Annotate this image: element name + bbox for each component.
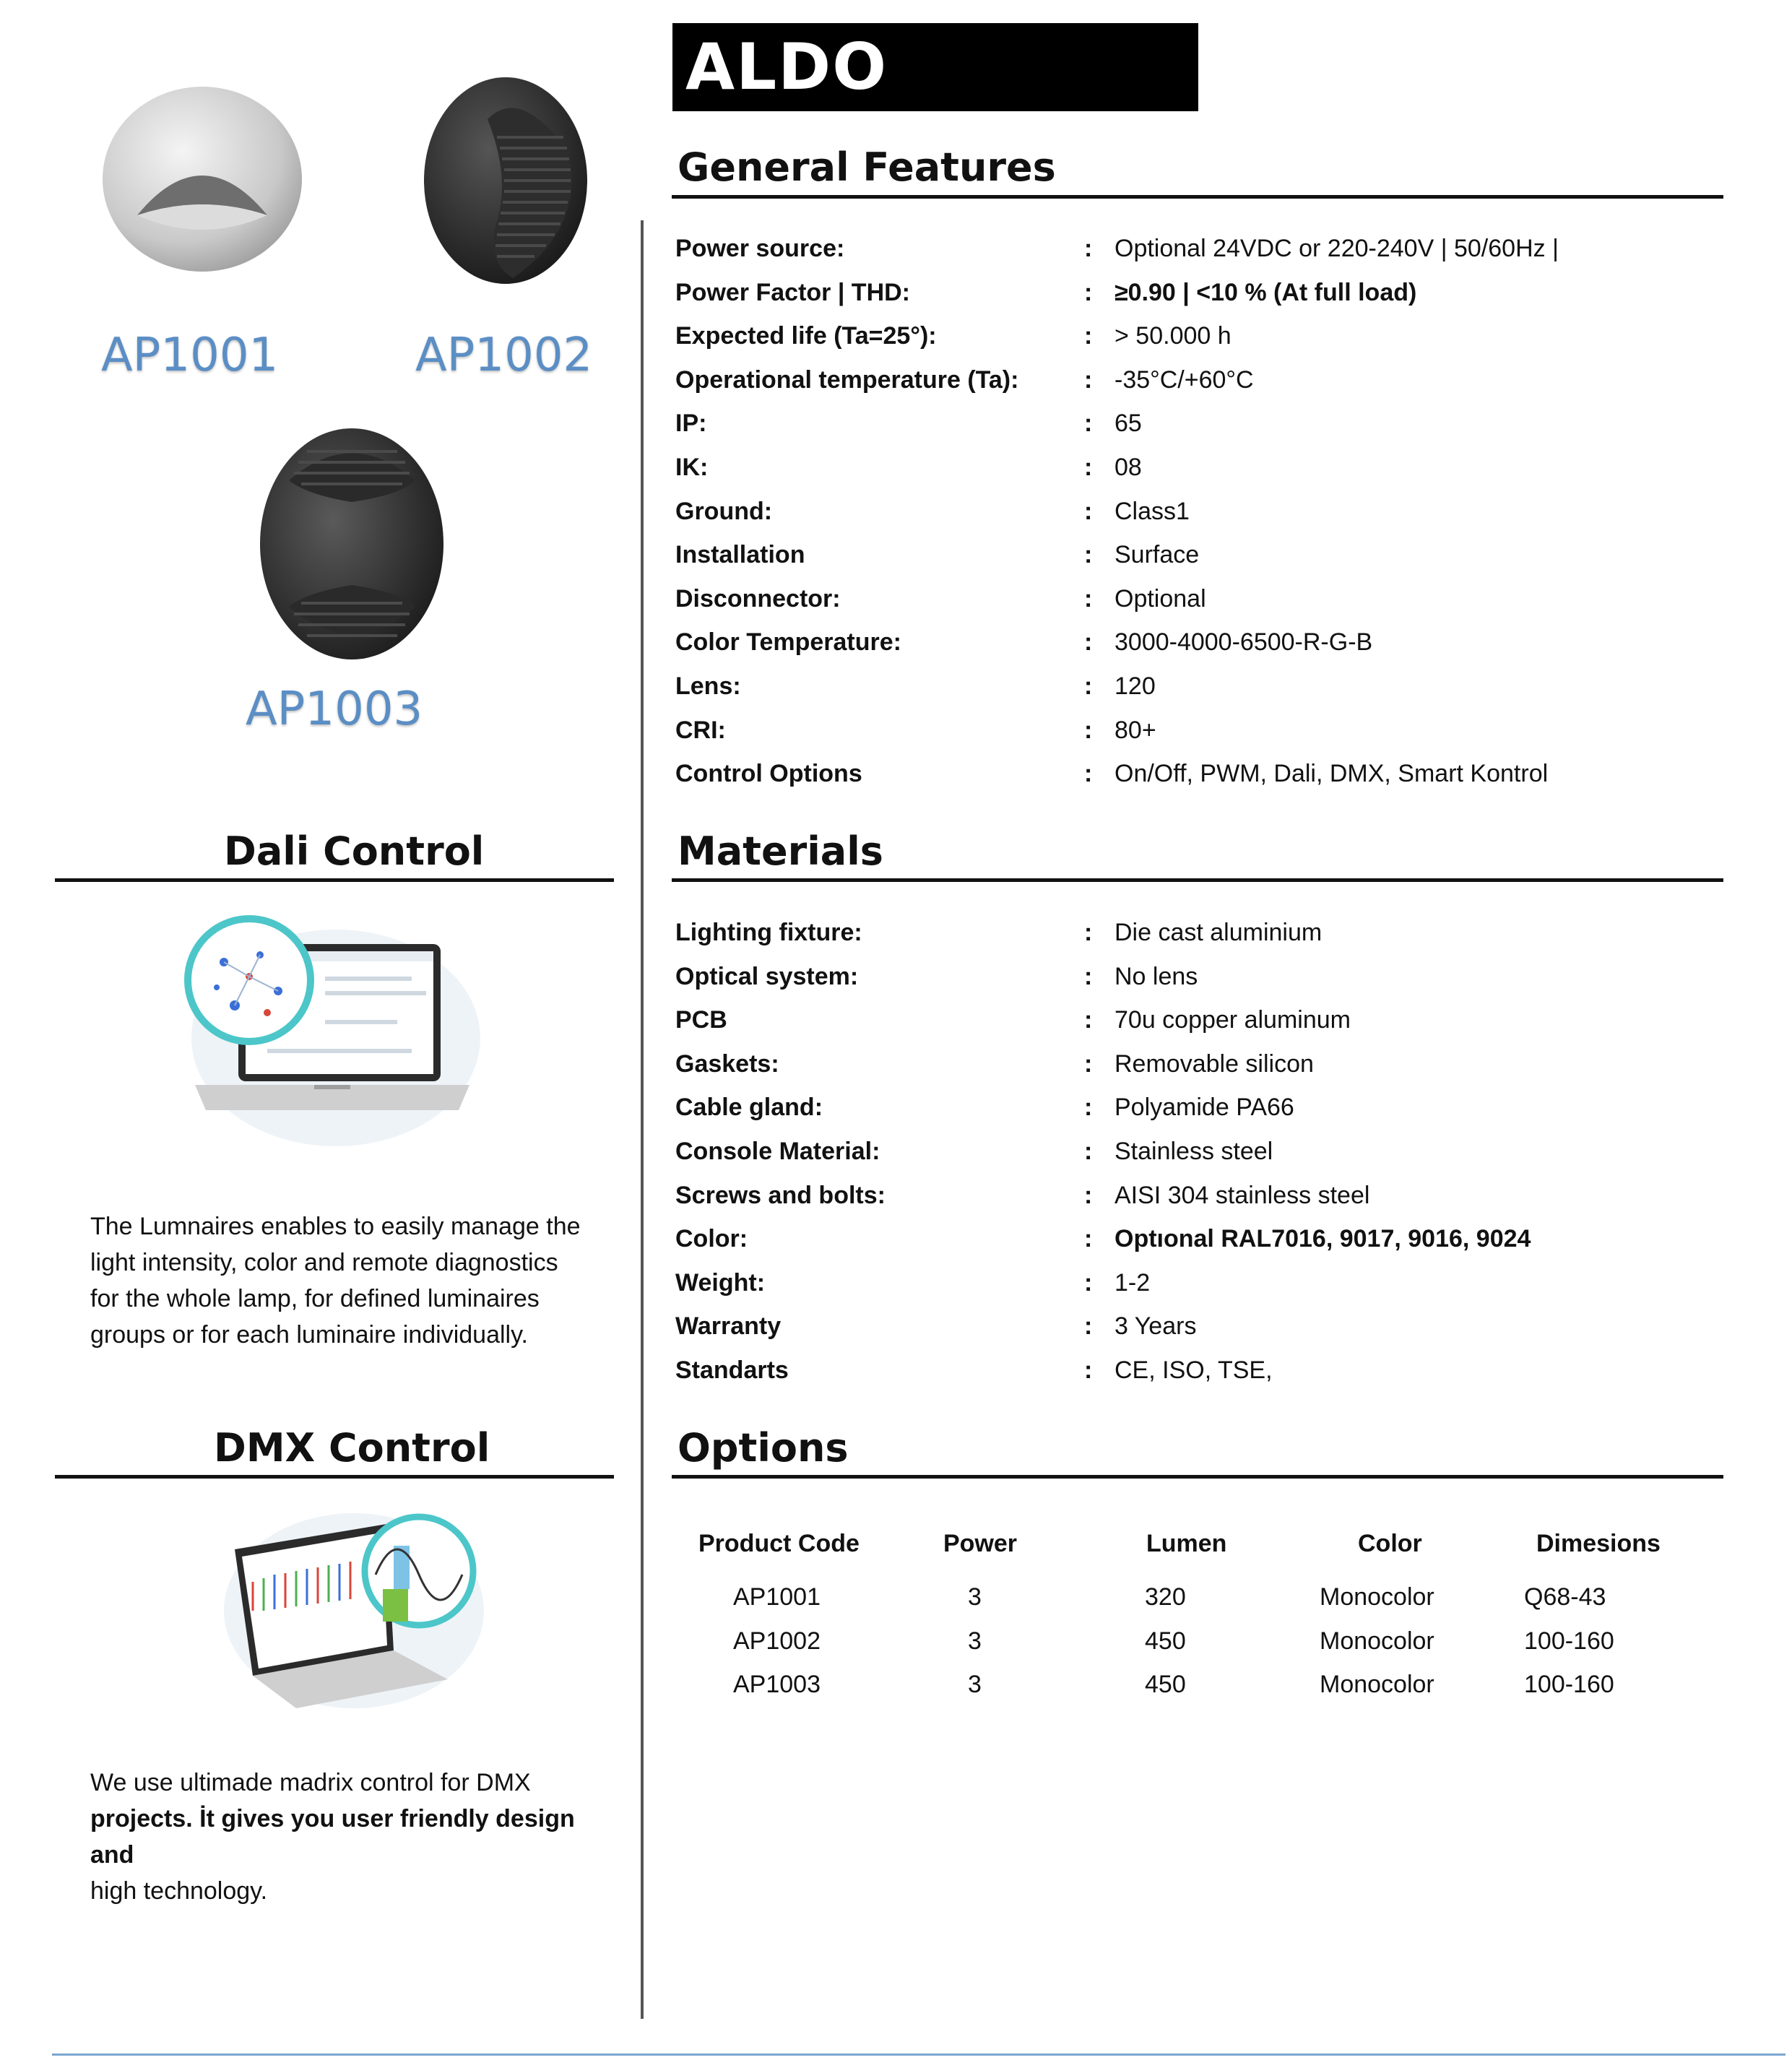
materials-row-label: Warranty [675, 1312, 782, 1341]
dmx-description [90, 1765, 625, 1909]
materials-rule [672, 878, 1723, 882]
separator-colon: : [1084, 716, 1093, 744]
general-row [675, 322, 1723, 365]
general-row-value: 80+ [1114, 716, 1156, 744]
general-row [675, 279, 1723, 322]
separator-colon: : [1084, 1006, 1093, 1034]
separator-colon: : [1084, 454, 1093, 481]
general-row-label: Disconnector: [675, 584, 841, 613]
general-row-value: ≥0.90 | <10 % (At full load) [1114, 278, 1417, 306]
materials-row-label: Screws and bolts: [675, 1181, 886, 1209]
general-row [675, 410, 1723, 453]
materials-row [675, 963, 1723, 1006]
materials-row-value: CE, ISO, TSE, [1114, 1356, 1273, 1384]
general-row [675, 672, 1723, 716]
separator-colon: : [1084, 322, 1093, 350]
separator-colon: : [1084, 1050, 1093, 1078]
dali-laptop-image [181, 912, 484, 1154]
general-row [675, 760, 1723, 803]
materials-row [675, 919, 1723, 962]
materials-row [675, 1006, 1723, 1050]
general-row [675, 585, 1723, 628]
materials-row [675, 1094, 1723, 1137]
options-table-cell: 450 [1145, 1671, 1186, 1698]
materials-row-label: Console Material: [675, 1138, 880, 1165]
materials-row [675, 1312, 1723, 1356]
options-title: Options [678, 1425, 849, 1471]
general-row-value: 3000-4000-6500-R-G-B [1114, 628, 1373, 657]
general-row-value: 08 [1114, 454, 1142, 481]
options-table-cell: AP1002 [733, 1627, 821, 1655]
dali-line-1: The Lumnaires enables to easily manage the [90, 1213, 581, 1240]
dmx-line-3: high technology. [90, 1877, 268, 1905]
options-table-cell: Monocolor [1320, 1671, 1434, 1698]
materials-row-label: Color: [675, 1225, 748, 1253]
general-row-label: Lens: [675, 672, 741, 700]
options-table-cell: AP1003 [733, 1671, 821, 1698]
general-row [675, 717, 1723, 760]
options-table-cell: AP1001 [733, 1583, 821, 1611]
separator-colon: : [1084, 1225, 1093, 1253]
options-table-cell: Q68-43 [1524, 1583, 1606, 1611]
options-header-cell: Power [943, 1530, 1018, 1557]
materials-title: Materials [678, 828, 883, 874]
materials-row-value: No lens [1114, 962, 1198, 990]
dmx-control-rule [55, 1475, 614, 1479]
general-row-value: Optional [1114, 584, 1206, 613]
general-features-rule [672, 195, 1723, 199]
separator-colon: : [1084, 365, 1093, 394]
dali-control-rule [55, 878, 614, 882]
dali-line-3: for the whole lamp, for defined luminaires [90, 1285, 540, 1312]
general-row-value: > 50.000 h [1114, 322, 1232, 350]
materials-row-label: Standarts [675, 1356, 789, 1384]
separator-colon: : [1084, 1312, 1093, 1341]
materials-row-label: Lighting fixture: [675, 919, 862, 946]
dali-control-title: Dali Control [224, 828, 485, 874]
general-row-label: IK: [675, 454, 709, 481]
separator-colon: : [1084, 760, 1093, 788]
options-table-cell: 100-160 [1524, 1627, 1614, 1655]
materials-row-value: Die cast aluminium [1114, 919, 1323, 946]
options-header-cell: Lumen [1146, 1530, 1227, 1557]
general-row-value: Class1 [1114, 497, 1190, 525]
general-row-value: 120 [1114, 672, 1156, 700]
materials-row-label: Weight: [675, 1268, 766, 1297]
product-label-ap1001: AP1001 [101, 329, 279, 382]
options-table-cell: 3 [968, 1583, 982, 1611]
separator-colon: : [1084, 410, 1093, 438]
dmx-control-title: DMX Control [214, 1425, 490, 1471]
general-row [675, 454, 1723, 497]
general-row-label: Expected life (Ta=25°): [675, 322, 937, 350]
options-table-cell: 3 [968, 1627, 982, 1655]
dali-line-2: light intensity, color and remote diagnostics [90, 1249, 558, 1276]
general-row-label: Operational temperature (Ta): [675, 365, 1019, 394]
options-rule [672, 1475, 1723, 1479]
separator-colon: : [1084, 1094, 1093, 1122]
materials-row-value: Optıonal RAL7016, 9017, 9016, 9024 [1114, 1225, 1531, 1253]
separator-colon: : [1084, 584, 1093, 613]
general-row-value: On/Off, PWM, Dali, DMX, Smart Kontrol [1114, 760, 1549, 788]
brand-title: ALDO [672, 23, 1198, 111]
materials-row [675, 1138, 1723, 1181]
materials-row-value: Removable silicon [1114, 1050, 1314, 1078]
product-label-ap1003: AP1003 [246, 683, 423, 736]
general-row-label: Color Temperature: [675, 628, 901, 657]
options-table-cell: Monocolor [1320, 1627, 1434, 1655]
general-row-value: Optional 24VDC or 220-240V | 50/60Hz | [1114, 235, 1559, 262]
materials-row-label: Cable gland: [675, 1094, 823, 1122]
general-row-value: Surface [1114, 541, 1200, 569]
general-row [675, 366, 1723, 410]
separator-colon: : [1084, 962, 1093, 990]
separator-colon: : [1084, 1356, 1093, 1384]
general-row [675, 628, 1723, 672]
separator-colon: : [1084, 541, 1093, 569]
separator-colon: : [1084, 278, 1093, 306]
dmx-line-1: We use ultimade madrix control for DMX [90, 1769, 531, 1796]
dali-line-4: groups or for each luminaire individually. [90, 1321, 529, 1349]
general-row-label: CRI: [675, 716, 726, 744]
materials-row-value: Stainless steel [1114, 1138, 1273, 1165]
options-table-cell: 450 [1145, 1627, 1186, 1655]
materials-row-value: Polyamide PA66 [1114, 1094, 1294, 1122]
footer-rule [52, 2053, 1785, 2056]
options-table-cell: Monocolor [1320, 1583, 1434, 1611]
materials-row [675, 1050, 1723, 1094]
general-row [675, 498, 1723, 541]
general-features-title: General Features [678, 144, 1056, 190]
column-divider [641, 220, 644, 2019]
separator-colon: : [1084, 1138, 1093, 1165]
dali-description [90, 1208, 625, 1353]
materials-row [675, 1182, 1723, 1225]
separator-colon: : [1084, 497, 1093, 525]
separator-colon: : [1084, 235, 1093, 262]
materials-row-label: PCB [675, 1006, 727, 1034]
dmx-line-2: projects. İt gives you user friendly design and [90, 1805, 575, 1869]
product-image-ap1002 [419, 72, 592, 289]
separator-colon: : [1084, 672, 1093, 700]
materials-row-value: 70u copper aluminum [1114, 1006, 1351, 1034]
dmx-laptop-image [209, 1502, 484, 1712]
materials-row [675, 1356, 1723, 1400]
product-image-ap1003 [256, 423, 448, 665]
general-row-value: 65 [1114, 410, 1142, 438]
materials-row-label: Gaskets: [675, 1050, 779, 1078]
options-table-cell: 320 [1145, 1583, 1186, 1611]
materials-row-label: Optical system: [675, 962, 859, 990]
options-table-cell: 3 [968, 1671, 982, 1698]
separator-colon: : [1084, 1268, 1093, 1297]
product-label-ap1002: AP1002 [415, 329, 593, 382]
general-row-value: -35°C/+60°C [1114, 365, 1254, 394]
options-header-cell: Dimesions [1536, 1530, 1661, 1557]
separator-colon: : [1084, 628, 1093, 657]
general-row-label: Power source: [675, 235, 845, 262]
general-row-label: Control Options [675, 760, 862, 788]
general-row-label: Ground: [675, 497, 773, 525]
materials-row-value: 1-2 [1114, 1268, 1151, 1297]
options-header-cell: Color [1358, 1530, 1422, 1557]
general-row-label: Installation [675, 541, 805, 569]
separator-colon: : [1084, 919, 1093, 946]
materials-row-value: 3 Years [1114, 1312, 1197, 1341]
options-header-cell: Product Code [698, 1530, 860, 1557]
product-image-ap1001 [98, 85, 307, 280]
materials-row-value: AISI 304 stainless steel [1114, 1181, 1370, 1209]
separator-colon: : [1084, 1181, 1093, 1209]
general-row [675, 235, 1723, 278]
options-table-cell: 100-160 [1524, 1671, 1614, 1698]
materials-row [675, 1269, 1723, 1312]
general-row [675, 541, 1723, 584]
general-row-label: IP: [675, 410, 707, 438]
materials-row [675, 1225, 1723, 1268]
general-row-label: Power Factor | THD: [675, 278, 910, 306]
